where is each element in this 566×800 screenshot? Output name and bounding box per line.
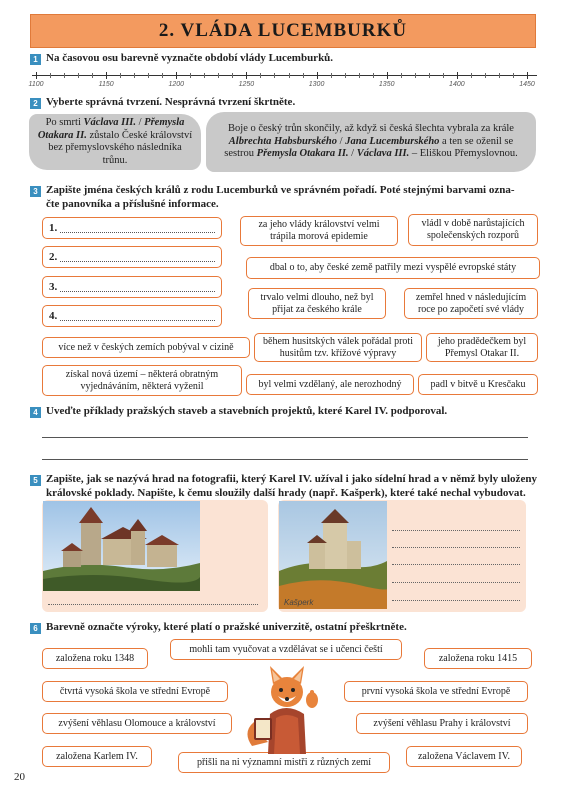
timeline-minor-tick [120,73,121,78]
king-info-tag[interactable]: získal nová území – některá obratným vyjednáváním, některá vyženil [42,365,242,396]
university-statement-tag[interactable]: založena Václavem IV. [406,746,522,767]
timeline-minor-tick [204,73,205,78]
timeline-tick-label: 1400 [449,81,465,88]
king-info-tag[interactable]: dbal o to, aby české země patřily mezi vyspělé evropské státy [246,257,540,279]
timeline-minor-tick [232,73,233,78]
task-4-number: 4 [30,407,41,418]
statement-stone-2-text: Boje o český trůn skončily, až když si česká šlechta vybrala za krále Albrechta Habsburského / Jana Lucemburského a ten se oženil se sestrou Přemysla Otakara II. / Václava III. – Eliškou Přemyslovnou. [224,123,518,160]
timeline-minor-tick [359,73,360,78]
task-1-text: Na časovou osu barevně vyznačte období vlády Lucemburků. [46,52,334,64]
timeline-minor-tick [134,73,135,78]
task-3-text [46,184,515,211]
timeline-major-tick [36,72,37,79]
task-1-number: 1 [30,54,41,65]
king-info-tag[interactable]: během husitských válek pořádal proti husitům tzv. křížové výpravy [254,333,422,362]
task-4 [30,405,447,419]
task-5-text-line-1: Zapište, jak se nazývá hrad na fotografii, který Karel IV. užíval i jako sídelní hrad a v němž byly uloženy [46,473,537,485]
answer-line[interactable] [42,459,528,460]
timeline-minor-tick [345,73,346,78]
answer-dotline[interactable] [392,530,520,531]
king-slot-2[interactable] [42,246,222,268]
king-info-tag[interactable]: za jeho vlády království velmi trápila morová epidemie [240,216,398,246]
king-slot-2-label: 2. [49,251,58,263]
fox-scholar-illustration [240,662,334,754]
answer-dotline[interactable] [392,600,520,601]
timeline-major-tick [457,72,458,79]
timeline-tick-label: 1100 [28,81,44,88]
task-5 [30,473,537,500]
university-statement-tag[interactable]: založena roku 1348 [42,648,148,669]
answer-dotline[interactable] [392,547,520,548]
timeline-minor-tick [513,73,514,78]
timeline-tick-label: 1250 [238,81,255,88]
task-5-text [46,473,537,500]
university-statement-tag[interactable]: první vysoká škola ve střední Evropě [344,681,528,702]
timeline-minor-tick [429,73,430,78]
task-1 [30,52,333,66]
task-3-number: 3 [30,186,41,197]
timeline-minor-tick [499,73,500,78]
timeline-minor-tick [260,73,261,78]
task-2 [30,96,295,110]
king-info-tag[interactable]: vládl v době narůstajících společenských rozporů [408,214,538,246]
timeline-tick-label: 1200 [168,81,185,88]
timeline-major-tick [176,72,177,79]
task-5-text-line-2: královské poklady. Napište, k čemu sloužily další hrady (např. Kašperk), které také nechal vybudovat. [46,486,526,499]
timeline-major-tick [246,72,247,79]
timeline-minor-tick [274,73,275,78]
university-statement-tag[interactable]: založena Karlem IV. [42,746,152,767]
timeline-tick-label: 1150 [98,81,114,88]
timeline-minor-tick [218,73,219,78]
timeline-major-tick [106,72,107,79]
king-slot-4-label: 4. [49,310,58,322]
timeline-axis [32,75,537,76]
king-slot-3-label: 3. [49,281,58,293]
task-2-number: 2 [30,98,41,109]
king-info-tag[interactable]: více než v českých zemích pobýval v cizině [42,337,250,358]
timeline[interactable] [28,70,537,90]
timeline-minor-tick [415,73,416,78]
statement-stone-1[interactable] [29,114,201,170]
king-info-tag[interactable]: byl velmi vzdělaný, ale nerozhodný [246,374,414,395]
timeline-major-tick [317,72,318,79]
timeline-major-tick [387,72,388,79]
karlstejn-castle-photo [43,501,200,591]
task-6-text: Barevně označte výroky, které platí o pražské univerzitě, ostatní přeškrtněte. [46,621,407,633]
statement-stone-1-text: Po smrti Václava III. / Přemysla Otakara II. zůstalo České království bez přemyslovského následníka trůnu. [37,117,193,166]
answer-dotline[interactable] [392,564,520,565]
photo-caption: Kašperk [284,598,314,607]
answer-line[interactable] [42,437,528,438]
timeline-minor-tick [64,73,65,78]
statement-stone-2[interactable] [206,112,536,172]
page-number: 20 [14,771,25,783]
task-3-text-line-1: Zapište jména českých králů z rodu Lucemburků ve správném pořadí. Poté stejnými barvami ozna- [46,184,515,196]
king-info-tag[interactable]: zemřel hned v následujícím roce po započetí své vlády [404,288,538,319]
university-statement-tag[interactable]: čtvrtá vysoká škola ve střední Evropě [42,681,228,702]
timeline-minor-tick [148,73,149,78]
timeline-minor-tick [485,73,486,78]
king-info-tag[interactable]: padl v bitvě u Kresčaku [418,374,538,395]
university-statement-tag[interactable]: přišli na ni významní mistři z různých zemí [178,752,390,773]
timeline-minor-tick [303,73,304,78]
timeline-minor-tick [289,73,290,78]
king-slot-4[interactable] [42,305,222,327]
timeline-major-tick [527,72,528,79]
timeline-tick-label: 1350 [378,81,395,88]
university-statement-tag[interactable]: mohli tam vyučovat a vzdělávat se i učenci čeští [170,639,402,660]
kasperk-castle-photo [279,501,387,609]
timeline-minor-tick [78,73,79,78]
task-3 [30,184,515,211]
king-slot-3[interactable] [42,276,222,298]
task-3-text-line-2: čte panovníka a příslušné informace. [46,197,219,210]
king-slot-1[interactable] [42,217,222,239]
university-statement-tag[interactable]: založena roku 1415 [424,648,532,669]
timeline-minor-tick [92,73,93,78]
university-statement-tag[interactable]: zvýšení věhlasu Olomouce a království [42,713,232,734]
king-info-tag[interactable]: trvalo velmi dlouho, než byl přijat za českého krále [248,288,386,319]
king-slot-1-label: 1. [49,222,58,234]
answer-dotline[interactable] [392,582,520,583]
timeline-minor-tick [401,73,402,78]
task-6 [30,621,407,635]
timeline-tick-label: 1450 [519,81,535,88]
task-6-number: 6 [30,623,41,634]
king-info-tag[interactable]: jeho pradědečkem byl Přemysl Otakar II. [426,333,538,362]
timeline-minor-tick [443,73,444,78]
task-2-text: Vyberte správná tvrzení. Nesprávná tvrzení škrtněte. [46,96,296,108]
timeline-minor-tick [50,73,51,78]
task-4-text: Uveďte příklady pražských staveb a stavebních projektů, které Karel IV. podporoval. [46,405,448,417]
timeline-minor-tick [331,73,332,78]
answer-dotline[interactable] [48,604,258,605]
timeline-minor-tick [471,73,472,78]
timeline-minor-tick [373,73,374,78]
timeline-tick-label: 1300 [308,81,325,88]
timeline-minor-tick [162,73,163,78]
task-5-number: 5 [30,475,41,486]
timeline-minor-tick [190,73,191,78]
page-title: 2. VLÁDA LUCEMBURKŮ [30,14,536,48]
university-statement-tag[interactable]: zvýšení věhlasu Prahy i království [356,713,528,734]
